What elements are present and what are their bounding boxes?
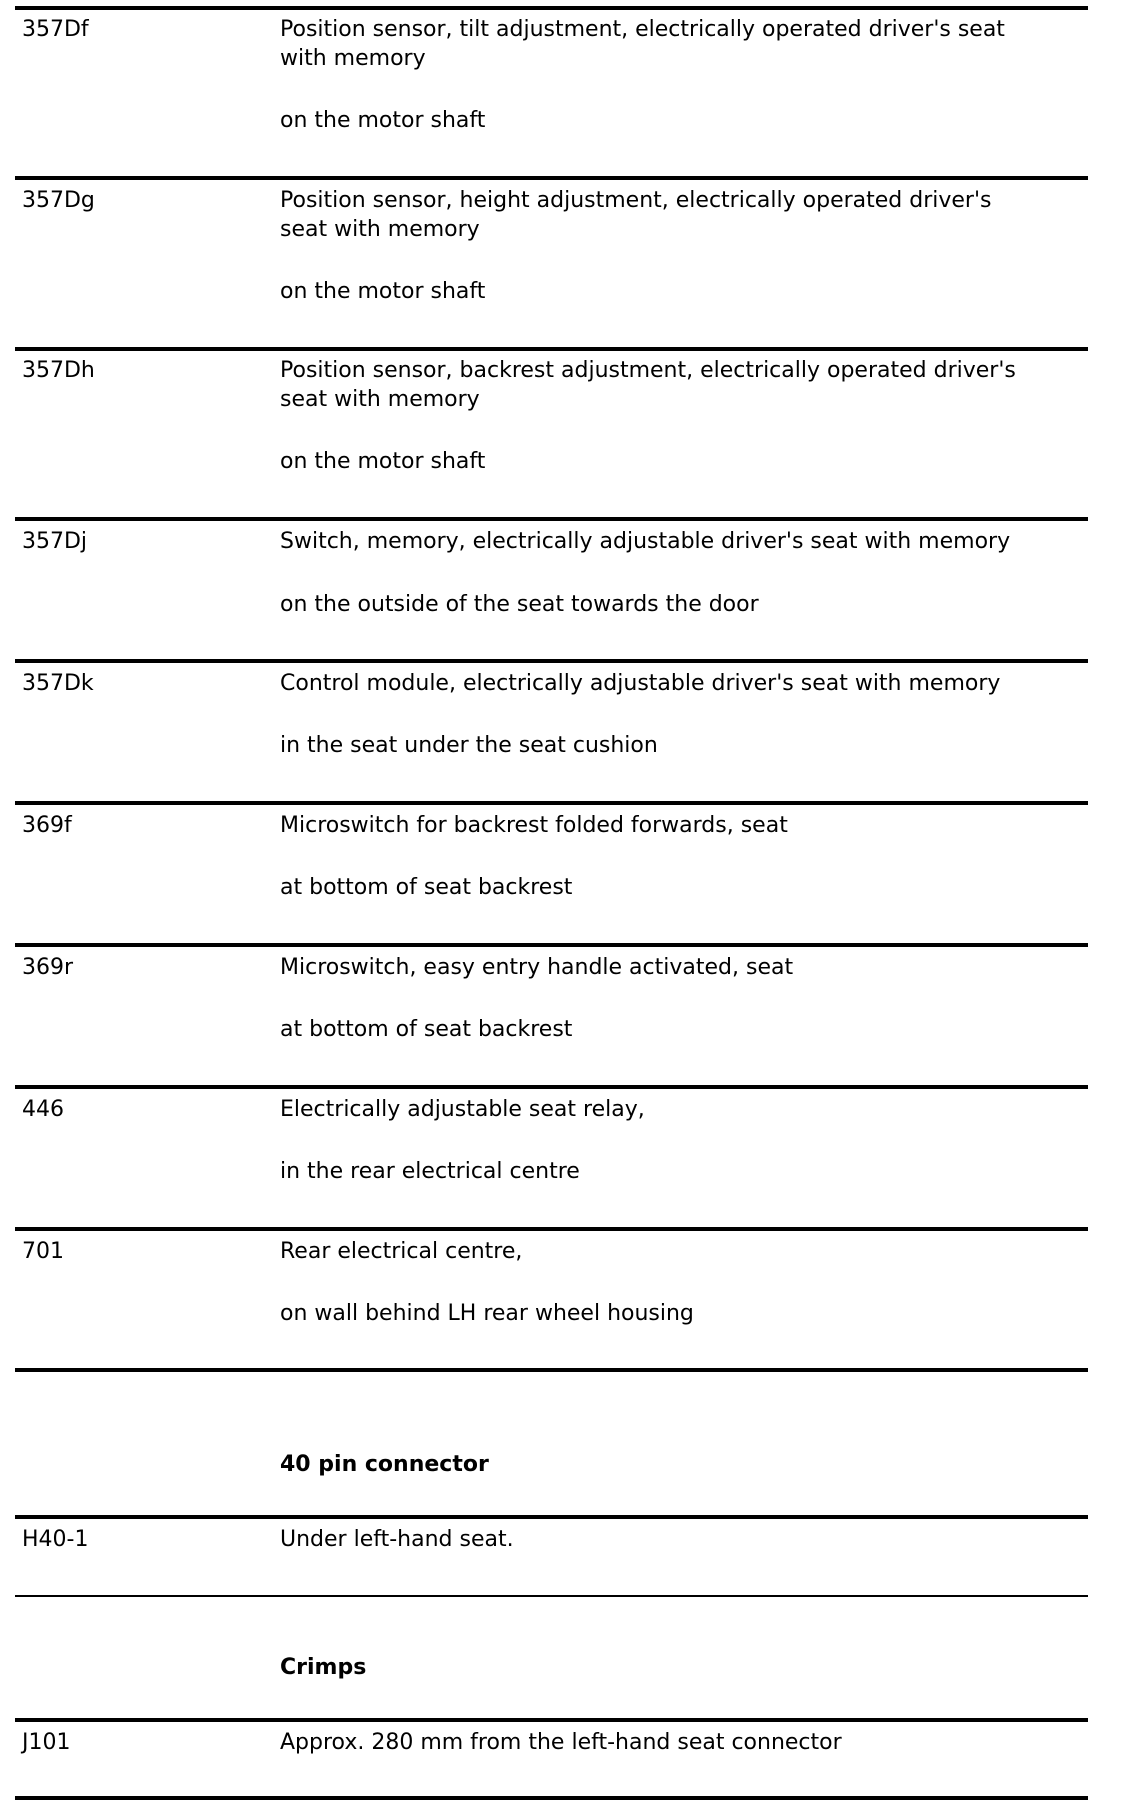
component-location: at bottom of seat backrest — [280, 875, 573, 900]
component-description: Position sensor, tilt adjustment, electrically operated driver's seat — [280, 17, 1005, 42]
row-divider — [15, 347, 1088, 351]
component-code: 446 — [22, 1097, 64, 1122]
row-divider — [15, 801, 1088, 805]
component-location: on the outside of the seat towards the door — [280, 592, 759, 617]
component-code: 357Df — [22, 17, 89, 42]
component-description: Control module, electrically adjustable driver's seat with memory — [280, 671, 1001, 696]
component-description: Microswitch, easy entry handle activated, seat — [280, 955, 794, 980]
crimp-code: J101 — [22, 1730, 71, 1755]
component-description: Position sensor, backrest adjustment, electrically operated driver's — [280, 358, 1016, 383]
crimp-description: Approx. 280 mm from the left-hand seat connector — [280, 1730, 842, 1755]
component-location: on the motor shaft — [280, 279, 486, 304]
component-code: 357Dj — [22, 529, 88, 554]
section-end-rule — [15, 1595, 1088, 1597]
component-description: seat with memory — [280, 217, 480, 242]
component-code: 369f — [22, 813, 72, 838]
connector-description: Under left-hand seat. — [280, 1527, 514, 1552]
row-divider — [15, 1515, 1088, 1519]
component-location: at bottom of seat backrest — [280, 1017, 573, 1042]
component-code: 357Dh — [22, 358, 95, 383]
section-heading-40-pin-connector: 40 pin connector — [280, 1452, 489, 1477]
component-location: on the motor shaft — [280, 108, 486, 133]
component-code: 369r — [22, 955, 74, 980]
component-location: in the seat under the seat cushion — [280, 733, 658, 758]
component-code: 701 — [22, 1239, 64, 1264]
row-divider — [15, 1227, 1088, 1231]
table-end-rule — [15, 1796, 1088, 1800]
component-description: seat with memory — [280, 387, 480, 412]
component-description: Rear electrical centre, — [280, 1239, 523, 1264]
row-divider — [15, 659, 1088, 663]
component-code: 357Dk — [22, 671, 94, 696]
connector-code: H40-1 — [22, 1527, 89, 1552]
component-location: in the rear electrical centre — [280, 1159, 580, 1184]
table-end-rule — [15, 1368, 1088, 1372]
row-divider — [15, 6, 1088, 10]
component-description: Electrically adjustable seat relay, — [280, 1097, 645, 1122]
row-divider — [15, 943, 1088, 947]
row-divider — [15, 176, 1088, 180]
component-description: with memory — [280, 46, 426, 71]
component-description: Switch, memory, electrically adjustable driver's seat with memory — [280, 529, 1011, 554]
row-divider — [15, 1718, 1088, 1722]
component-description: Position sensor, height adjustment, electrically operated driver's — [280, 188, 992, 213]
component-location: on wall behind LH rear wheel housing — [280, 1301, 694, 1326]
row-divider — [15, 517, 1088, 521]
section-heading-crimps: Crimps — [280, 1655, 367, 1680]
component-description: Microswitch for backrest folded forwards, seat — [280, 813, 788, 838]
row-divider — [15, 1085, 1088, 1089]
component-code: 357Dg — [22, 188, 95, 213]
component-location: on the motor shaft — [280, 449, 486, 474]
